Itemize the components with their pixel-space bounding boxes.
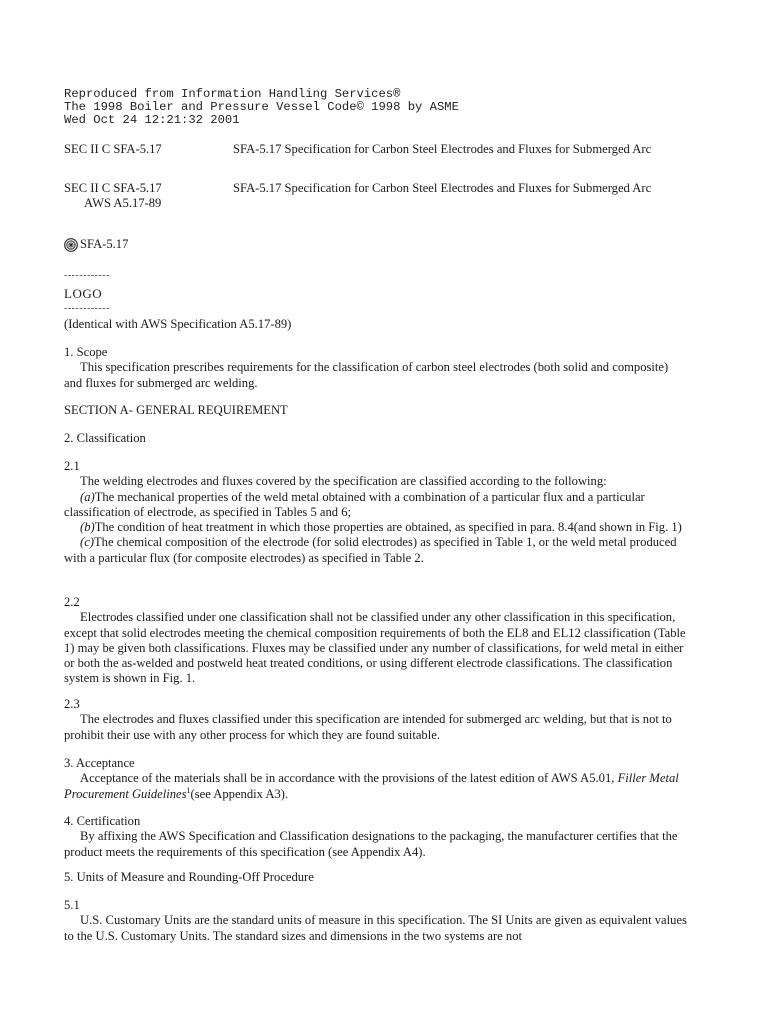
section-heading: 5. Units of Measure and Rounding-Off Procedure — [64, 870, 314, 884]
item-label: (c) — [80, 535, 94, 550]
item-label: (a) — [80, 489, 95, 504]
paragraph — [64, 771, 688, 802]
paragraph: The electrodes and fluxes classified under this specification are intended for submerged arc welding, but that is not to prohibit their use with any other process for which they are found suitable. — [64, 712, 672, 742]
scope-section — [64, 345, 688, 391]
footnote-ref: 1 — [186, 785, 191, 795]
section-a-heading: SECTION A- GENERAL REQUIREMENT — [64, 403, 288, 417]
paragraph: The welding electrodes and fluxes covered by the specification are classified according to the following: — [80, 474, 607, 489]
acceptance-section — [64, 756, 688, 802]
list-item — [64, 520, 688, 535]
logo-placeholder: LOGO — [64, 286, 103, 301]
section-ref: SEC II C SFA-5.17 — [64, 181, 162, 195]
list-item — [64, 535, 688, 566]
header-line-2: The 1998 Boiler and Pressure Vessel Code© 1998 by ASME — [64, 100, 459, 114]
section-heading: 1. Scope — [64, 345, 108, 359]
paragraph: Electrodes classified under one classification shall not be classified under any other classification in this specification, except that solid electrodes meeting the chemical composition requirements of both the EL8 and EL12 classification (Table 1) may be given both classifications. Fluxes may be classified under any number of classifications, for weld metal in either or both the as-welded and postweld heat treated conditions, or using different electrode classifications. The classification system is shown in Fig. 1. — [64, 610, 686, 686]
divider-top: ------------ — [64, 270, 110, 281]
para-2-2 — [64, 595, 688, 687]
item-text: The condition of heat treatment in which those properties are obtained, as specified in para. 8.4(and shown in Fig. 1) — [94, 520, 682, 535]
item-label: (b) — [80, 520, 95, 535]
paragraph: By affixing the AWS Specification and Classification designations to the packaging, the manufacturer certifies that the product meets the requirements of this specification (see Appendix A4). — [64, 829, 678, 859]
spec-title: SFA-5.17 Specification for Carbon Steel Electrodes and Fluxes for Submerged Arc — [233, 181, 652, 195]
header-line-3: Wed Oct 24 12:21:32 2001 — [64, 113, 240, 127]
text-run: (see Appendix A3). — [190, 786, 289, 801]
para-number: 2.2 — [64, 595, 80, 609]
aws-ref: AWS A5.17-89 — [84, 196, 162, 210]
text-run: Acceptance of the materials shall be in accordance with the provisions of the latest edition of AWS A5.01, — [80, 771, 618, 786]
paragraph: U.S. Customary Units are the standard units of measure in this specification. The SI Units are given as equivalent values to the U.S. Customary Units. The standard sizes and dimensions in the two systems are not — [64, 913, 687, 943]
reproduction-header — [64, 88, 459, 127]
asme-ref-row — [64, 237, 128, 256]
para-5-1 — [64, 898, 688, 944]
identical-note: (Identical with AWS Specification A5.17-89) — [64, 317, 292, 331]
item-text: The chemical composition of the electrode (for solid electrodes) as specified in Table 1, or the weld metal produced with a particular flux (for composite electrodes) as specified in Table 2. — [64, 535, 677, 565]
item-text: The mechanical properties of the weld metal obtained with a combination of a particular flux and a particular classification of electrode, as specified in Tables 5 and 6; — [64, 489, 645, 519]
section-heading: 2. Classification — [64, 431, 146, 445]
asme-ref: SFA-5.17 — [80, 237, 129, 251]
list-item — [64, 490, 688, 521]
section-heading: 3. Acceptance — [64, 756, 135, 770]
para-number: 2.3 — [64, 697, 80, 711]
header-line-1: Reproduced from Information Handling Services® — [64, 87, 401, 101]
section-ref: SEC II C SFA-5.17 — [64, 142, 162, 156]
para-number: 2.1 — [64, 459, 80, 473]
doc-title: Filler Metal Procurement Guidelines — [64, 771, 679, 801]
para-2-1 — [64, 459, 688, 566]
section-heading: 4. Certification — [64, 814, 141, 828]
asme-seal-icon — [64, 238, 78, 252]
divider-bottom: ------------ — [64, 303, 110, 314]
certification-section — [64, 814, 688, 860]
para-2-3 — [64, 697, 688, 743]
spec-title: SFA-5.17 Specification for Carbon Steel Electrodes and Fluxes for Submerged Arc — [233, 142, 652, 156]
para-number: 5.1 — [64, 898, 80, 912]
paragraph: This specification prescribes requirements for the classification of carbon steel electrodes (both solid and composite) and fluxes for submerged arc welding. — [64, 360, 669, 390]
